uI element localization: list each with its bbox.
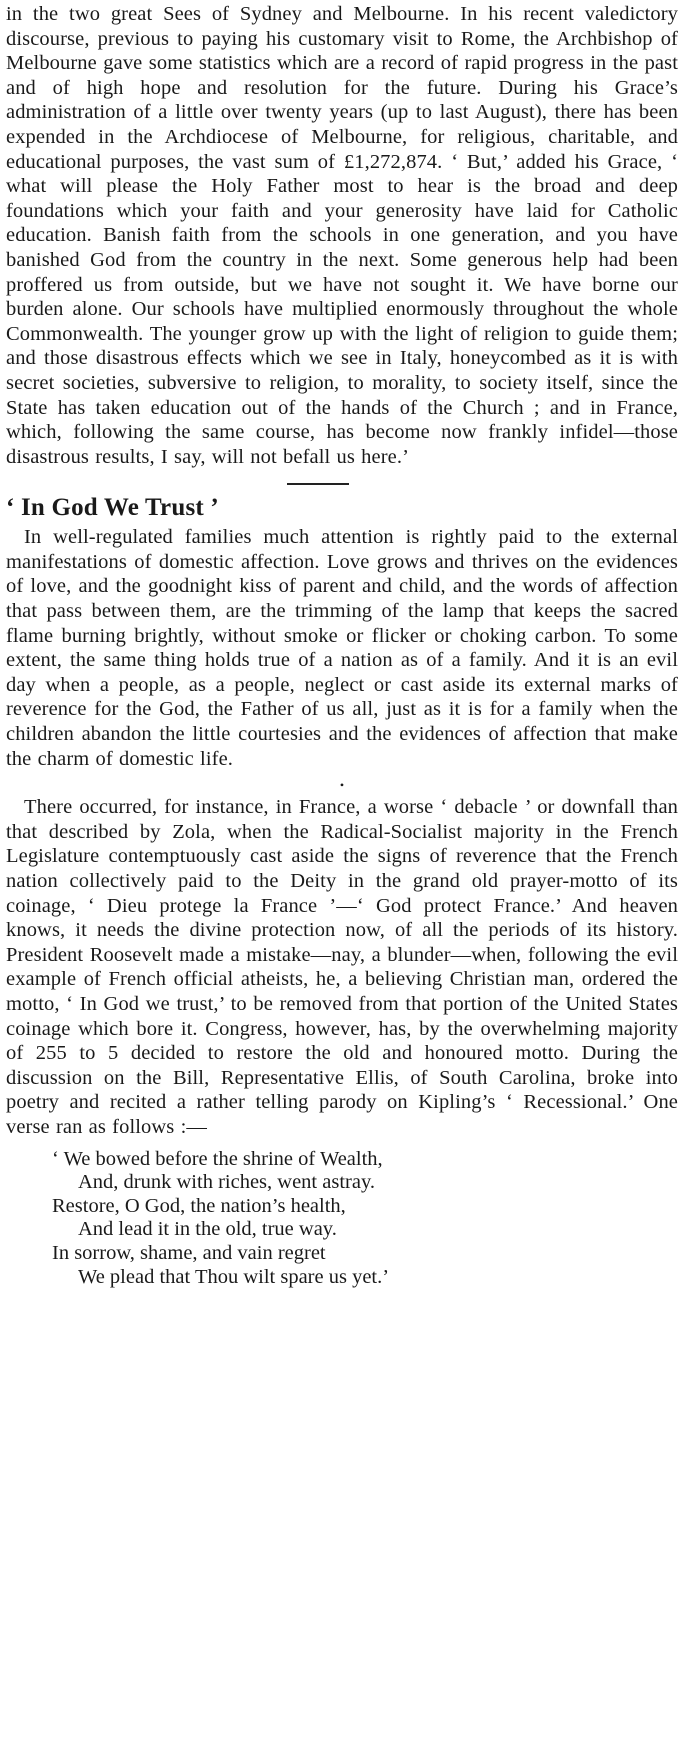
- verse-line: Restore, O God, the nation’s health,: [52, 1194, 346, 1217]
- verse-line: ‘ We bowed before the shrine of Wealth,: [52, 1147, 383, 1170]
- verse-line: In sorrow, shame, and vain regret: [52, 1241, 326, 1264]
- verse-line: We plead that Thou wilt spare us yet.’: [78, 1265, 390, 1288]
- paragraph-domestic-affection: In well-regulated families much attention is rightly paid to the external manifestations of domestic affection. Love grows and thrives on the evidences of love, and the goodnight kiss of parent and child, and the words of affection that pass between them, are the trimming of the lamp that keeps the sacred flame burning brightly, without smoke or flicker or choking carbon. To some extent, the same thing holds true of a nation as of a family. And it is an evil day when a people, as a people, neglect or cast aside its external marks of reverence for the God, the Father of us all, just as it is for a family when the children abandon the little courtesies and the evidences of affection that make the charm of domestic life.: [6, 526, 678, 770]
- paragraph-separator-mark: •: [339, 778, 345, 793]
- verse-line: And, drunk with riches, went astray.: [78, 1171, 375, 1194]
- verse-quotation: [52, 1148, 678, 1290]
- section-divider: [287, 483, 349, 485]
- paragraph-melbourne-statistics: in the two great Sees of Sydney and Melbourne. In his recent valedictory discourse, previous to paying his customary visit to Rome, the Archbishop of Melbourne gave some statistics which are a record of rapid progress in the past and of high hope and resolution for the future. During his Grace’s administration of a little over twenty years (up to last August), there has been expended in the Archdiocese of Melbourne, for religious, charitable, and educational purposes, the vast sum of £1,272,874. ‘ But,’ added his Grace, ‘ what will please the Holy Father most to hear is the broad and deep foundations which your faith and your generosity have laid for Catholic education. Banish faith from the schools in one generation, and you have banished God from the country in the next. Some generous help had been proffered us from outside, but we have not sought it. We have borne our burden alone. Our schools have multiplied enormously throughout the whole Commonwealth. The younger grow up with the light of religion to guide them; and those disastrous effects which we see in Italy, honeycombed as it is with secret societies, subversive to religion, to morality, to society itself, since the State has taken education out of the hands of the Church ; and in France, which, following the same course, has become now frankly infidel—those disastrous results, I say, will not befall us here.’: [6, 3, 678, 468]
- section-heading: ‘ In God We Trust ’: [6, 494, 219, 522]
- paragraph-french-coinage-motto: There occurred, for instance, in France, a worse ‘ debacle ’ or downfall than that described by Zola, when the Radical-Socialist majority in the French Legislature contemptuously cast aside the signs of reverence that the French nation collectively paid to the Deity in the grand old prayer-motto of its coinage, ‘ Dieu protege la France ’—‘ God protect France.’ And heaven knows, it needs the divine protection now, of all the periods of its history. President Roosevelt made a mistake—nay, a blunder—when, following the evil example of French official atheists, he, a believing Christian man, ordered the motto, ‘ In God we trust,’ to be removed from that portion of the United States coinage which bore it. Congress, however, has, by the overwhelming majority of 255 to 5 decided to restore the old and honoured motto. During the discussion on the Bill, Representative Ellis, of South Carolina, broke into poetry and recited a rather telling parody on Kipling’s ‘ Recessional.’ One verse ran as follows :—: [6, 796, 678, 1138]
- article-page: [6, 2, 678, 1289]
- verse-line: And lead it in the old, true way.: [78, 1218, 337, 1241]
